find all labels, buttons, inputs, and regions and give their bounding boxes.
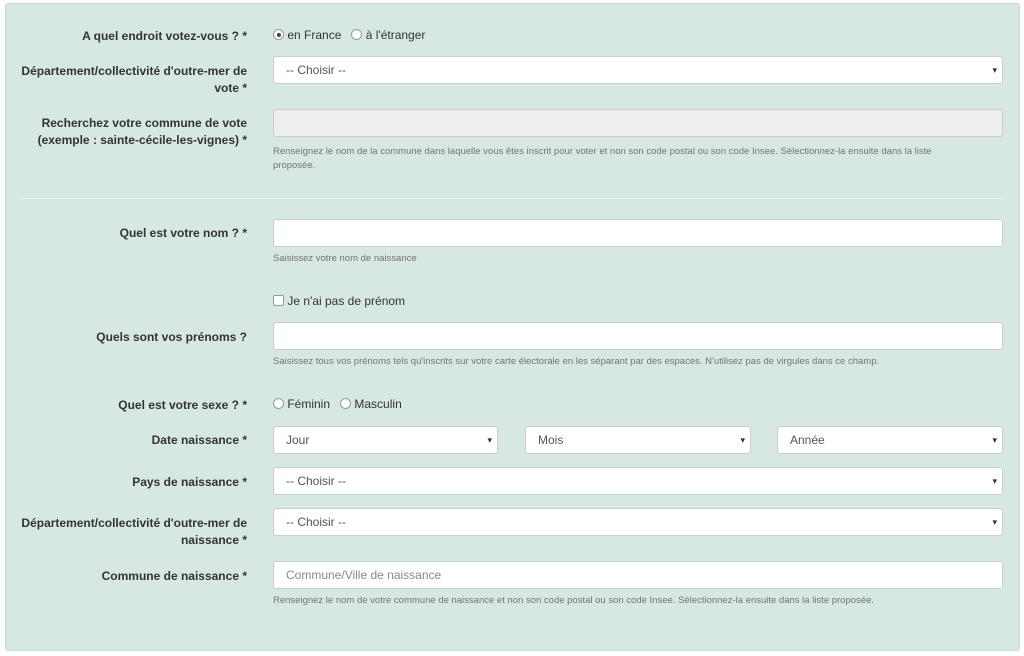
mois-select[interactable]	[525, 426, 751, 454]
pays-naissance-select[interactable]	[273, 467, 1003, 495]
radio-etranger-circle[interactable]	[351, 29, 362, 40]
commune-vote-help-line1: Renseignez le nom de la commune dans laquelle vous êtes inscrit pour voter et non son code postal ou son code Insee. Sélectionnez-la ensuite dans la liste	[273, 146, 932, 157]
radio-en-france[interactable]	[273, 28, 345, 42]
radio-masculin-circle[interactable]	[340, 398, 351, 409]
department-vote-label-line1: Département/collectivité d'outre-mer de	[21, 64, 247, 78]
radio-feminin[interactable]	[273, 397, 333, 411]
radio-feminin-circle[interactable]	[273, 398, 284, 409]
annee-select[interactable]	[777, 426, 1003, 454]
location-radio-group	[273, 27, 425, 43]
annee-select-value: Année	[790, 433, 825, 447]
sexe-label: Quel est votre sexe ? *	[118, 398, 247, 412]
commune-naissance-placeholder: Commune/Ville de naissance	[286, 568, 442, 582]
commune-naissance-input[interactable]	[273, 561, 1003, 589]
jour-select[interactable]	[273, 426, 498, 454]
pays-naissance-select-value: -- Choisir --	[286, 474, 346, 488]
commune-vote-label	[0, 115, 247, 149]
chevron-down-icon: ▾	[992, 435, 997, 445]
pays-naissance-label: Pays de naissance *	[132, 475, 247, 489]
prenoms-label: Quels sont vos prénoms ?	[96, 330, 247, 344]
department-naissance-label	[0, 515, 247, 549]
commune-vote-input[interactable]	[273, 109, 1003, 137]
radio-masculin-label[interactable]: Masculin	[354, 397, 402, 411]
department-naissance-select[interactable]	[273, 508, 1003, 536]
prenoms-help: Saisissez tous vos prénoms tels qu'inscrits sur votre carte électorale en les séparant par des espaces. N'utilisez pas de virgules dans ce champ.	[273, 356, 880, 367]
date-naissance-label: Date naissance *	[151, 433, 247, 447]
department-naissance-label-line2: naissance *	[180, 533, 247, 547]
department-vote-label	[0, 63, 247, 97]
prenoms-input[interactable]	[273, 322, 1003, 350]
radio-feminin-label[interactable]: Féminin	[287, 397, 331, 411]
chevron-down-icon: ▾	[487, 435, 492, 445]
sexe-radio-group	[273, 396, 402, 412]
department-naissance-select-value: -- Choisir --	[286, 515, 346, 529]
no-prenom-checkbox-group[interactable]	[273, 293, 405, 309]
mois-select-value: Mois	[538, 433, 564, 447]
radio-etranger-label[interactable]: à l'étranger	[365, 28, 426, 42]
department-naissance-label-line1: Département/collectivité d'outre-mer de	[21, 516, 247, 530]
commune-naissance-label: Commune de naissance *	[101, 569, 247, 583]
location-label: A quel endroit votez-vous ? *	[82, 29, 247, 43]
commune-vote-label-line1: Recherchez votre commune de vote	[41, 116, 247, 130]
no-prenom-checkbox[interactable]	[273, 295, 284, 306]
commune-vote-help	[273, 145, 1008, 173]
jour-select-value: Jour	[286, 433, 310, 447]
department-vote-select[interactable]	[273, 56, 1003, 84]
radio-en-france-circle[interactable]	[273, 29, 284, 40]
chevron-down-icon: ▾	[992, 476, 997, 486]
nom-input[interactable]	[273, 219, 1003, 247]
no-prenom-label[interactable]: Je n'ai pas de prénom	[287, 294, 406, 308]
nom-help: Saisissez votre nom de naissance	[273, 253, 417, 264]
commune-naissance-help: Renseignez le nom de votre commune de naissance et non son code postal ou son code Insee. Sélectionnez-la ensuite dans la liste proposée.	[273, 595, 874, 606]
chevron-down-icon: ▾	[992, 517, 997, 527]
radio-en-france-label[interactable]: en France	[287, 28, 342, 42]
department-vote-select-value: -- Choisir --	[286, 63, 346, 77]
radio-masculin[interactable]	[340, 397, 402, 411]
commune-vote-help-line2: proposée.	[273, 160, 316, 171]
chevron-down-icon: ▾	[740, 435, 745, 445]
section-divider	[18, 198, 1006, 199]
chevron-down-icon: ▾	[992, 65, 997, 75]
department-vote-label-line2: vote *	[214, 81, 247, 95]
nom-label: Quel est votre nom ? *	[119, 226, 247, 240]
radio-etranger[interactable]	[351, 28, 425, 42]
commune-vote-label-line2: (exemple : sainte-cécile-les-vignes) *	[37, 133, 247, 147]
